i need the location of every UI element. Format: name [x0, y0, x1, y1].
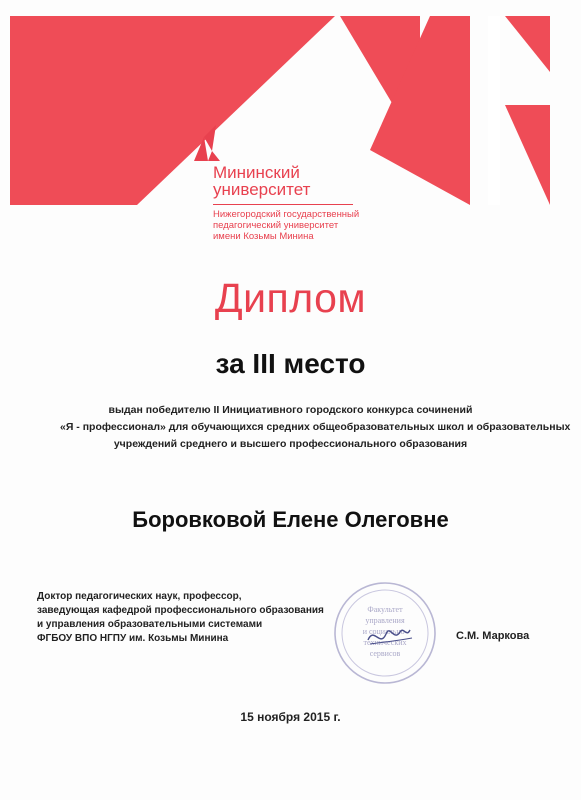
award-place: за III место — [215, 348, 366, 379]
university-logo-icon — [192, 123, 222, 163]
university-full-name-line2: педагогический университет — [213, 220, 339, 231]
signer-name: С.М. Маркова — [456, 630, 530, 642]
document-title: Диплом — [214, 275, 367, 321]
university-full-name-line3: имени Козьмы Минина — [213, 231, 314, 242]
svg-text:Факультет: Факультет — [367, 605, 403, 614]
svg-text:сервисов: сервисов — [369, 649, 401, 658]
description-line3: учреждений среднего и высшего профессионального образования — [113, 438, 468, 450]
university-name-line2: университет — [213, 180, 311, 199]
university-full-name — [213, 209, 359, 242]
signer-title — [37, 590, 324, 646]
right-edge-wedge — [488, 16, 500, 205]
university-full-name-line1: Нижегородский государственный — [213, 209, 360, 220]
right-bottom-triangle — [505, 105, 550, 205]
signer-line1: Доктор педагогических наук, профессор, — [37, 591, 242, 602]
signer-line3: и управления образовательными системами — [37, 619, 263, 630]
issue-date: 15 ноября 2015 г. — [240, 710, 341, 724]
official-stamp — [330, 578, 440, 688]
svg-text:и социально-: и социально- — [362, 627, 408, 636]
signer-line4: ФГБОУ ВПО НГПУ им. Козьмы Минина — [37, 633, 229, 644]
award-description — [60, 402, 571, 453]
svg-text:технических: технических — [363, 638, 407, 647]
university-name-line1: Мининский — [213, 163, 300, 182]
signer-line2: заведующая кафедрой профессионального образования — [37, 605, 324, 616]
svg-text:управления: управления — [365, 616, 405, 625]
university-name — [213, 164, 310, 198]
description-line1: выдан победителю II Инициативного городского конкурса сочинений — [108, 404, 473, 416]
right-small-triangle — [505, 16, 550, 72]
recipient-name: Боровковой Елене Олеговне — [132, 507, 449, 532]
description-line2: «Я - профессионал» для обучающихся средних общеобразовательных школ и образовательных — [60, 421, 571, 433]
logo-divider — [213, 204, 353, 205]
